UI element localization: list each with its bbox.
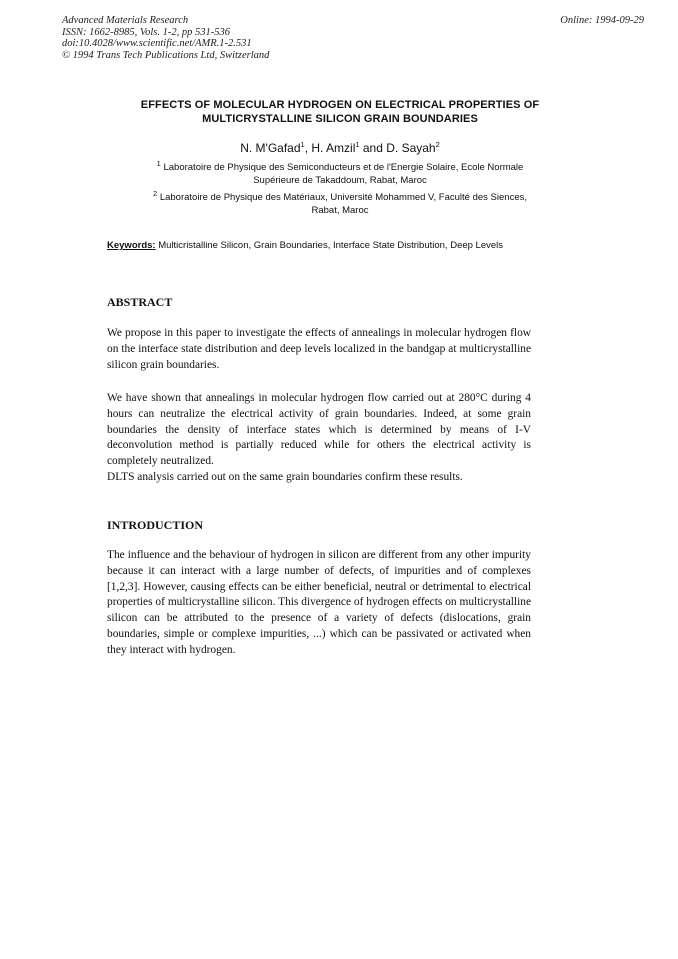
author-2-affiliation: 1	[355, 140, 360, 149]
affiliation-1-line-1: Laboratoire de Physique des Semiconducteurs et de l'Energie Solaire, Ecole Normale	[163, 162, 524, 173]
abstract-paragraph-1: We propose in this paper to investigate the effects of annealings in molecular hydrogen flow on the interface state distribution and deep levels localized in the bandgap at multicrystalline silicon grain boundaries.	[107, 327, 531, 371]
author-2: H. Amzil	[311, 141, 356, 155]
keywords-label: Keywords	[107, 240, 153, 251]
issn-line: ISSN: 1662-8985, Vols. 1-2, pp 531-536	[62, 26, 230, 38]
affiliation-1	[95, 158, 585, 187]
online-date: Online: 1994-09-29	[560, 15, 644, 26]
introduction-paragraph-1: The influence and the behaviour of hydrogen in silicon are different from any other impurity because it can interact with a large number of defects, of impurities and of complexes [1,2,3]. However, causing effects can be either beneficial, neutral or detrimental to electrical properties of multicrystalline silicon. This divergence of hydrogen effects on multicrystalline silicon can be attributed to the presence of a variety of defects (dislocations, grain boundaries, simple or complexe impurities, ...) which can be passivated or activated when they interact with hydrogen.	[107, 549, 531, 656]
affiliation-1-marker: 1	[156, 158, 161, 168]
introduction-heading: INTRODUCTION	[107, 518, 204, 532]
author-list	[90, 141, 590, 155]
journal-header	[62, 15, 269, 61]
doi-line[interactable]: doi:10.4028/www.scientific.net/AMR.1-2.531	[62, 38, 252, 49]
author-separator: ,	[304, 141, 312, 155]
copyright-line: © 1994 Trans Tech Publications Ltd, Switzerland	[62, 49, 270, 61]
abstract-paragraph-2: We have shown that annealings in molecular hydrogen flow carried out at 280°C during 4 hours can neutralize the electrical activity of grain boundaries. Indeed, at some grain boundaries the density of interface states which is determined by means of I-V deconvolution method is partially reduced while for others the electrical activity is completely neutralized.	[107, 392, 531, 468]
author-separator: and	[359, 141, 387, 155]
keywords	[107, 240, 567, 251]
title-line-1: EFFECTS OF MOLECULAR HYDROGEN ON ELECTRICAL PROPERTIES OF	[140, 99, 540, 111]
affiliation-2-line-2: Rabat, Maroc	[311, 204, 369, 216]
journal-name: Advanced Materials Research	[62, 15, 189, 26]
author-3: D. Sayah	[386, 141, 436, 155]
paper-title	[90, 98, 590, 126]
keywords-text: Multicristalline Silicon, Grain Boundaries, Interface State Distribution, Deep Levels	[158, 240, 504, 251]
abstract-paragraph-3: DLTS analysis carried out on the same grain boundaries confirm these results.	[107, 471, 463, 483]
author-3-affiliation: 2	[435, 140, 440, 149]
author-1-affiliation: 1	[300, 140, 305, 149]
title-line-2: MULTICRYSTALLINE SILICON GRAIN BOUNDARIES	[202, 113, 478, 125]
abstract-heading: ABSTRACT	[107, 295, 173, 309]
affiliation-2-line-1: Laboratoire de Physique des Matériaux, Université Mohammed V, Faculté des Siences,	[159, 192, 527, 203]
affiliation-1-line-2: Supérieure de Takaddoum, Rabat, Maroc	[253, 174, 427, 186]
keywords-colon: :	[152, 240, 156, 251]
author-1: N. M'Gafad	[240, 141, 301, 155]
affiliation-2	[95, 188, 585, 217]
affiliation-2-marker: 2	[153, 188, 158, 198]
